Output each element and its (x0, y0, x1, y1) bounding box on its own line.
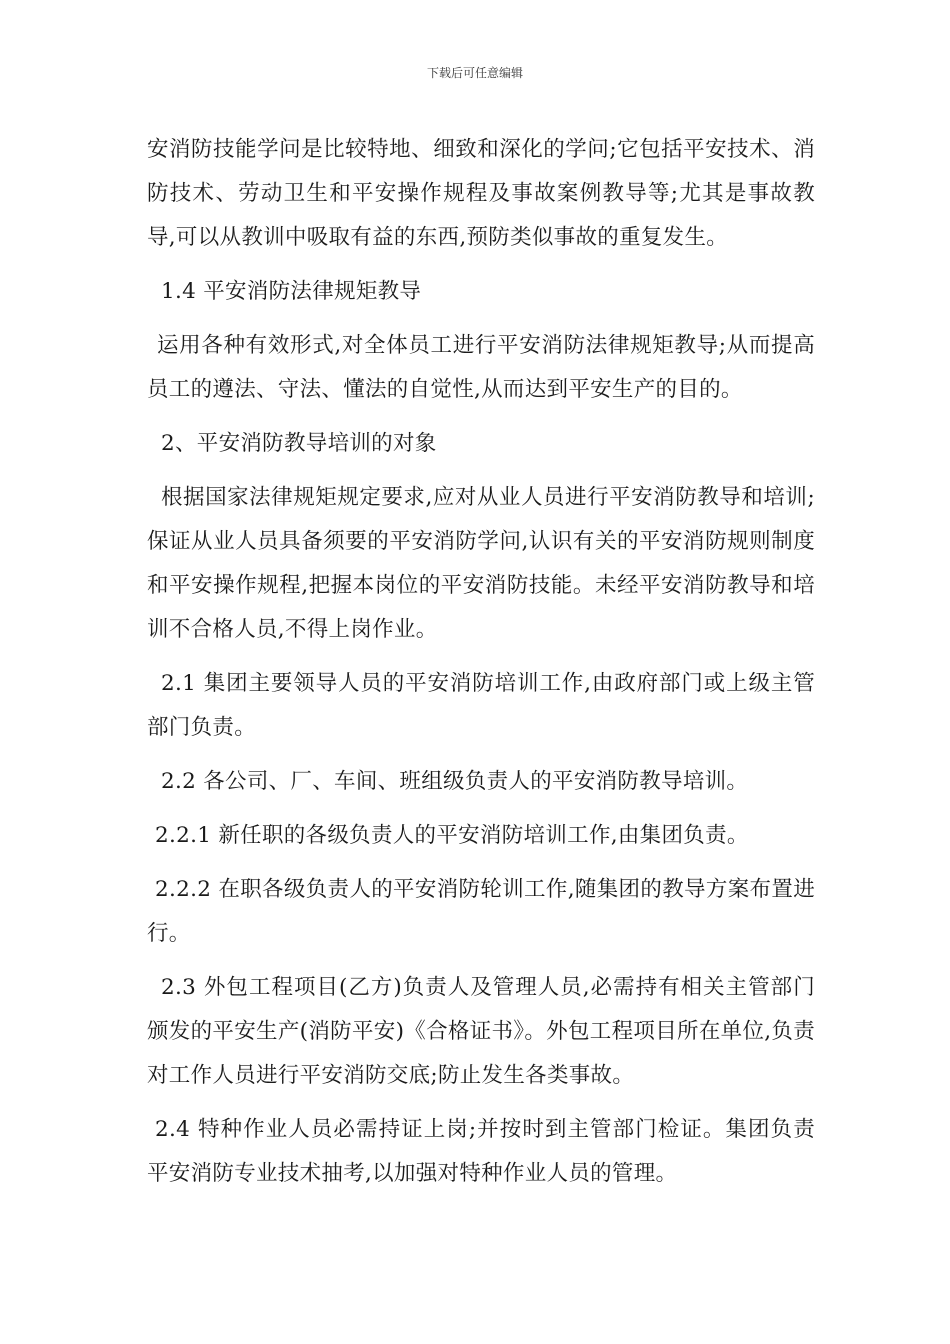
paragraph: 2.3 外包工程项目(乙方)负责人及管理人员,必需持有相关主管部门颁发的平安生产(消防平安)《合格证书》。外包工程项目所在单位,负责对工作人员进行平安消防交底;防止发生各类事故。 (147, 975, 815, 1088)
section-heading: 2、平安消防教导培训的对象 (161, 431, 437, 456)
paragraph: 安消防技能学问是比较特地、细致和深化的学问;它包括平安技术、消防技术、劳动卫生和平安操作规程及事故案例教导等;尤其是事故教导,可以从教训中吸取有益的东西,预防类似事故的重复发生。 (147, 137, 815, 250)
paragraph: 2.2.1 新任职的各级负责人的平安消防培训工作,由集团负责。 (155, 823, 749, 848)
paragraph: 2.1 集团主要领导人员的平安消防培训工作,由政府部门或上级主管部门负责。 (147, 671, 815, 740)
section-heading: 1.4 平安消防法律规矩教导 (161, 279, 422, 304)
document-body (147, 128, 815, 1206)
paragraph: 根据国家法律规矩规定要求,应对从业人员进行平安消防教导和培训;保证从业人员具备须要的平安消防学问,认识有关的平安消防规则制度和平安操作规程,把握本岗位的平安消防技能。未经平安消防教导和培训不合格人员,不得上岗作业。 (147, 485, 815, 642)
paragraph: 2.2 各公司、厂、车间、班组级负责人的平安消防教导培训。 (161, 769, 749, 794)
paragraph: 运用各种有效形式,对全体员工进行平安消防法律规矩教导;从而提高员工的遵法、守法、懂法的自觉性,从而达到平安生产的目的。 (147, 333, 815, 402)
page-header: 下载后可任意编辑 (426, 66, 523, 80)
paragraph: 2.2.2 在职各级负责人的平安消防轮训工作,随集团的教导方案布置进行。 (147, 877, 815, 946)
paragraph: 2.4 特种作业人员必需持证上岗;并按时到主管部门检证。集团负责平安消防专业技术抽考,以加强对特种作业人员的管理。 (147, 1117, 815, 1186)
